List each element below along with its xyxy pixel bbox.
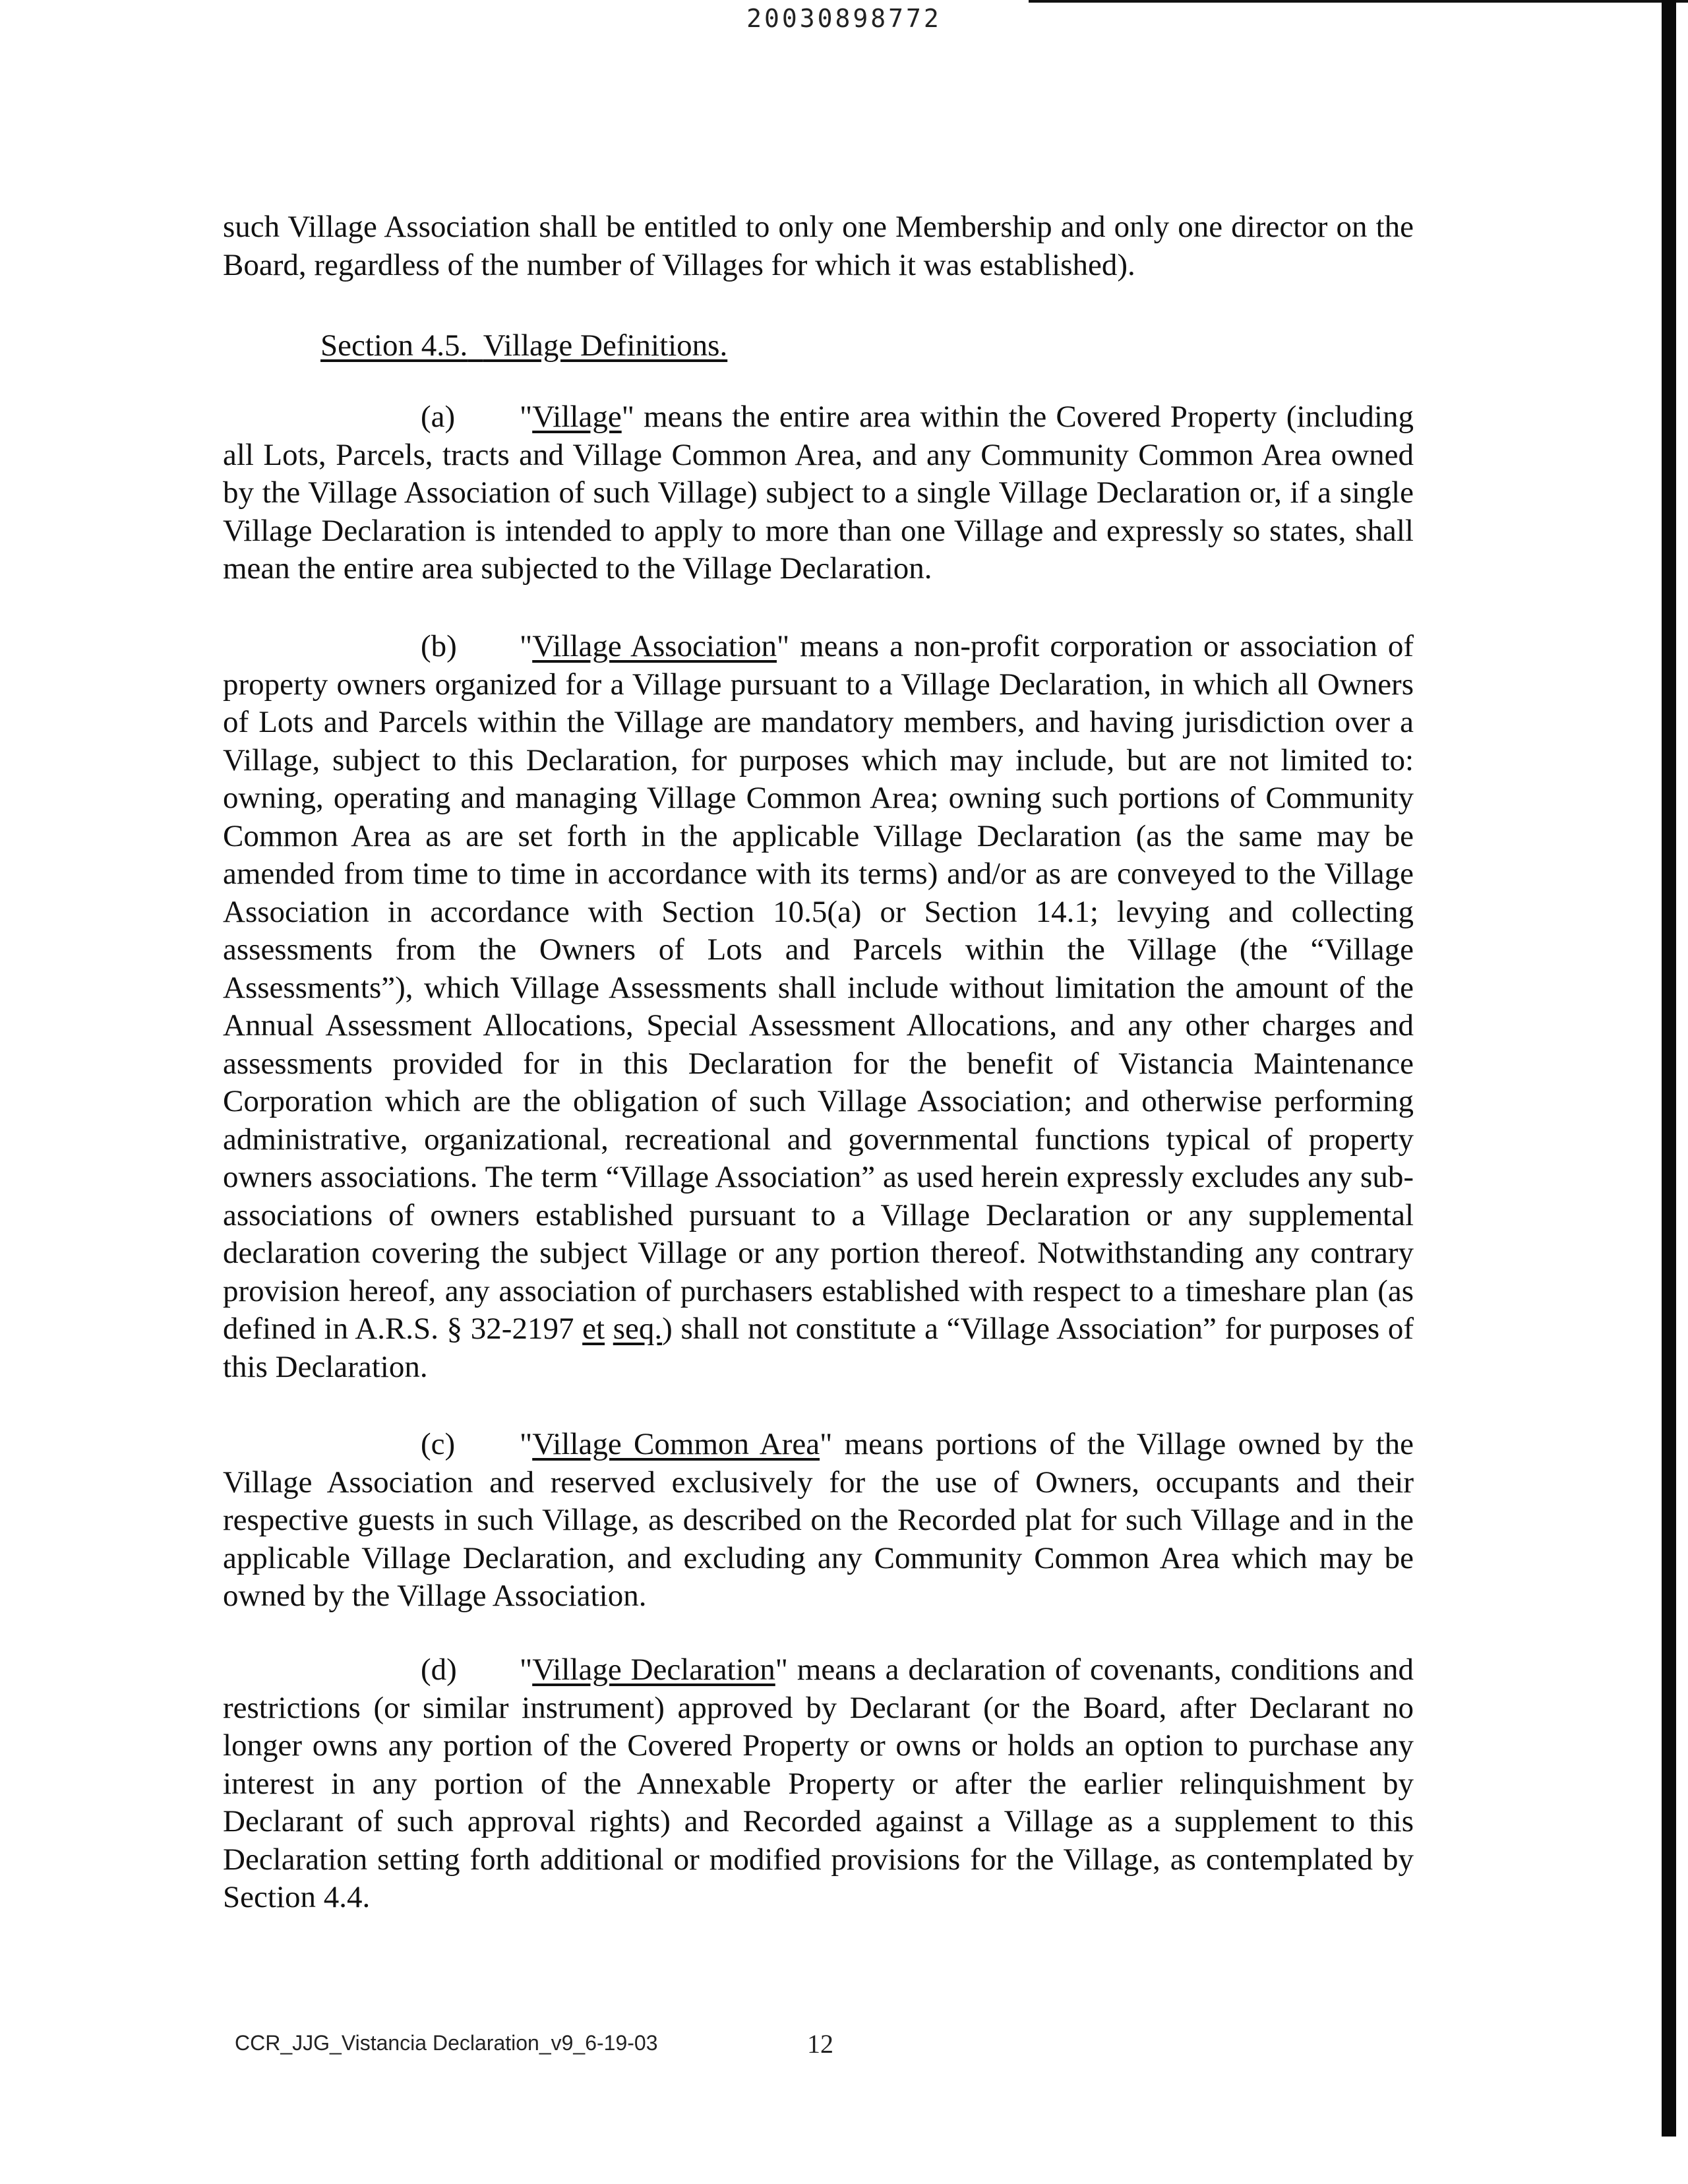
recording-number: 20030898772 (746, 4, 942, 33)
definition-paragraph-c: (c) "Village Common Area" means portions of the Village owned by the Village Association and reserved exclusively for the use of Owners, occupants and their respective guests in such Village, as described on the Recorded plat for such Village and in the applicable Village Declaration, and excluding any Community Common Area which may be owned by the Village Association. (223, 1427, 1414, 1613)
paragraph-label: (d) (421, 1653, 457, 1687)
section-heading-text (320, 328, 727, 363)
section-number: Section 4.5. (320, 328, 468, 363)
defined-term: Village Declaration (532, 1653, 775, 1687)
footer-file-id: CCR_JJG_Vistancia Declaration_v9_6-19-03 (235, 2031, 658, 2055)
paragraph-label: (b) (421, 629, 457, 663)
citation-et: et (582, 1312, 605, 1346)
continuation-paragraph: such Village Association shall be entitled to only one Membership and only one director on the Board, regardless of the number of Villages for which it was established). (223, 210, 1414, 282)
definition-text: means the entire area within the Covered Property (including all Lots, Parcels, tracts and Village Common Area, and any Community Common Area owned by the Village Association of such Village) subject to a single Village Declaration or, if a single Village Declaration is intended to apply to more than one Village and expressly so states, shall mean the entire area subjected to the Village Declaration. (223, 400, 1414, 586)
scan-edge-bar (1662, 0, 1676, 2137)
page-number: 12 (807, 2029, 833, 2059)
defined-term: Village Common Area (532, 1427, 820, 1461)
definition-text: means a non-profit corporation or association of property owners organized for a Village pursuant to a Village Declaration, in which all Owners of Lots and Parcels within the Village are mandatory members, and having jurisdiction over a Village, subject to this Declaration, for purposes which may include, but are not limited to: owning, operating and managing Village Common Area; owning such portions of Community Common Area as are set forth in the applicable Village Declaration (as the same may be amended from time to time in accordance with its terms) and/or as are conveyed to the Village Association in accordance with Section 10.5(a) or Section 14.1; levying and collecting assessments from the Owners of Lots and Parcels within the Village (the “Village Assessments”), which Village Assessments shall include without limitation the amount of the Annual Assessment Allocations, Special Assessment Allocations, and any other charges and assessments provided for in this Declaration for the benefit of Vistancia Maintenance Corporation which are the obligation of such Village Association; and otherwise performing administrative, organizational, recreational and governmental functions typical of property owners associations. The term “Village Association” as used herein expressly excludes any sub-associations of owners established pursuant to a Village Declaration or any supplemental declaration covering the subject Village or any portion thereof. Notwithstanding any contrary provision hereof, any association of purchasers established with respect to a timeshare plan (as defined in A.R.S. § 32-2197 (223, 629, 1414, 1346)
definition-text: means a declaration of covenants, conditions and restrictions (or similar instrument) approved by Declarant (or the Board, after Declarant no longer owns any portion of the Covered Property or owns or holds an option to purchase any interest in any portion of the Annexable Property or after the earlier relinquishment by Declarant of such approval rights) and Recorded against a Village as a supplement to this Declaration setting forth additional or modified provisions for the Village, as contemplated by Section 4.4. (223, 1653, 1414, 1914)
definition-paragraph-a: (a) "Village" means the entire area within the Covered Property (including all Lots, Parcels, tracts and Village Common Area, and any Community Common Area owned by the Village Association of such Village) subject to a single Village Declaration or, if a single Village Declaration is intended to apply to more than one Village and expressly so states, shall mean the entire area subjected to the Village Declaration. (223, 400, 1414, 586)
definition-text: means portions of the Village owned by the Village Association and reserved exclusively for the use of Owners, occupants and their respective guests in such Village, as described on the Recorded plat for such Village and in the applicable Village Declaration, and excluding any Community Common Area which may be owned by the Village Association. (223, 1427, 1414, 1613)
paragraph-label: (a) (421, 400, 456, 434)
defined-term: Village Association (532, 629, 777, 663)
paragraph-label: (c) (421, 1427, 456, 1461)
definition-paragraph-d: (d) "Village Declaration" means a declaration of covenants, conditions and restrictions (or similar instrument) approved by Declarant (or the Board, after Declarant no longer owns any portion of the Covered Property or owns or holds an option to purchase any interest in any portion of the Annexable Property or after the earlier relinquishment by Declarant of such approval rights) and Recorded against a Village as a supplement to this Declaration setting forth additional or modified provisions for the Village, as contemplated by Section 4.4. (223, 1653, 1414, 1914)
definition-paragraph-b: (b) "Village Association" means a non-profit corporation or association of property owners organized for a Village pursuant to a Village Declaration, in which all Owners of Lots and Parcels within the Village are mandatory members, and having jurisdiction over a Village, subject to this Declaration, for purposes which may include, but are not limited to: owning, operating and managing Village Common Area; owning such portions of Community Common Area as are set forth in the applicable Village Declaration (as the same may be amended from time to time in accordance with its terms) and/or as are conveyed to the Village Association in accordance with Section 10.5(a) or Section 14.1; levying and collecting assessments from the Owners of Lots and Parcels within the Village (the “Village Assessments”), which Village Assessments shall include without limitation the amount of the Annual Assessment Allocations, Special Assessment Allocations, and any other charges and assessments provided for in this Declaration for the benefit of Vistancia Maintenance Corporation which are the obligation of such Village Association; and otherwise performing administrative, organizational, recreational and governmental functions typical of property owners associations. The term “Village Association” as used herein expressly excludes any sub-associations of owners established pursuant to a Village Declaration or any supplemental declaration covering the subject Village or any portion thereof. Notwithstanding any contrary provision hereof, any association of purchasers established with respect to a timeshare plan (as defined in A.R.S. § 32-2197 et seq.) shall not constitute a “Village Association” for purposes of this Declaration. (223, 629, 1414, 1384)
section-heading (320, 327, 727, 365)
defined-term: Village (532, 400, 622, 434)
definition-text-end: ) shall not constitute a “Village Association” for purposes of this Declaration. (223, 1312, 1414, 1384)
citation-seq: seq. (613, 1312, 663, 1346)
top-edge-rule (1029, 0, 1688, 3)
section-title: Village Definitions. (483, 328, 728, 363)
